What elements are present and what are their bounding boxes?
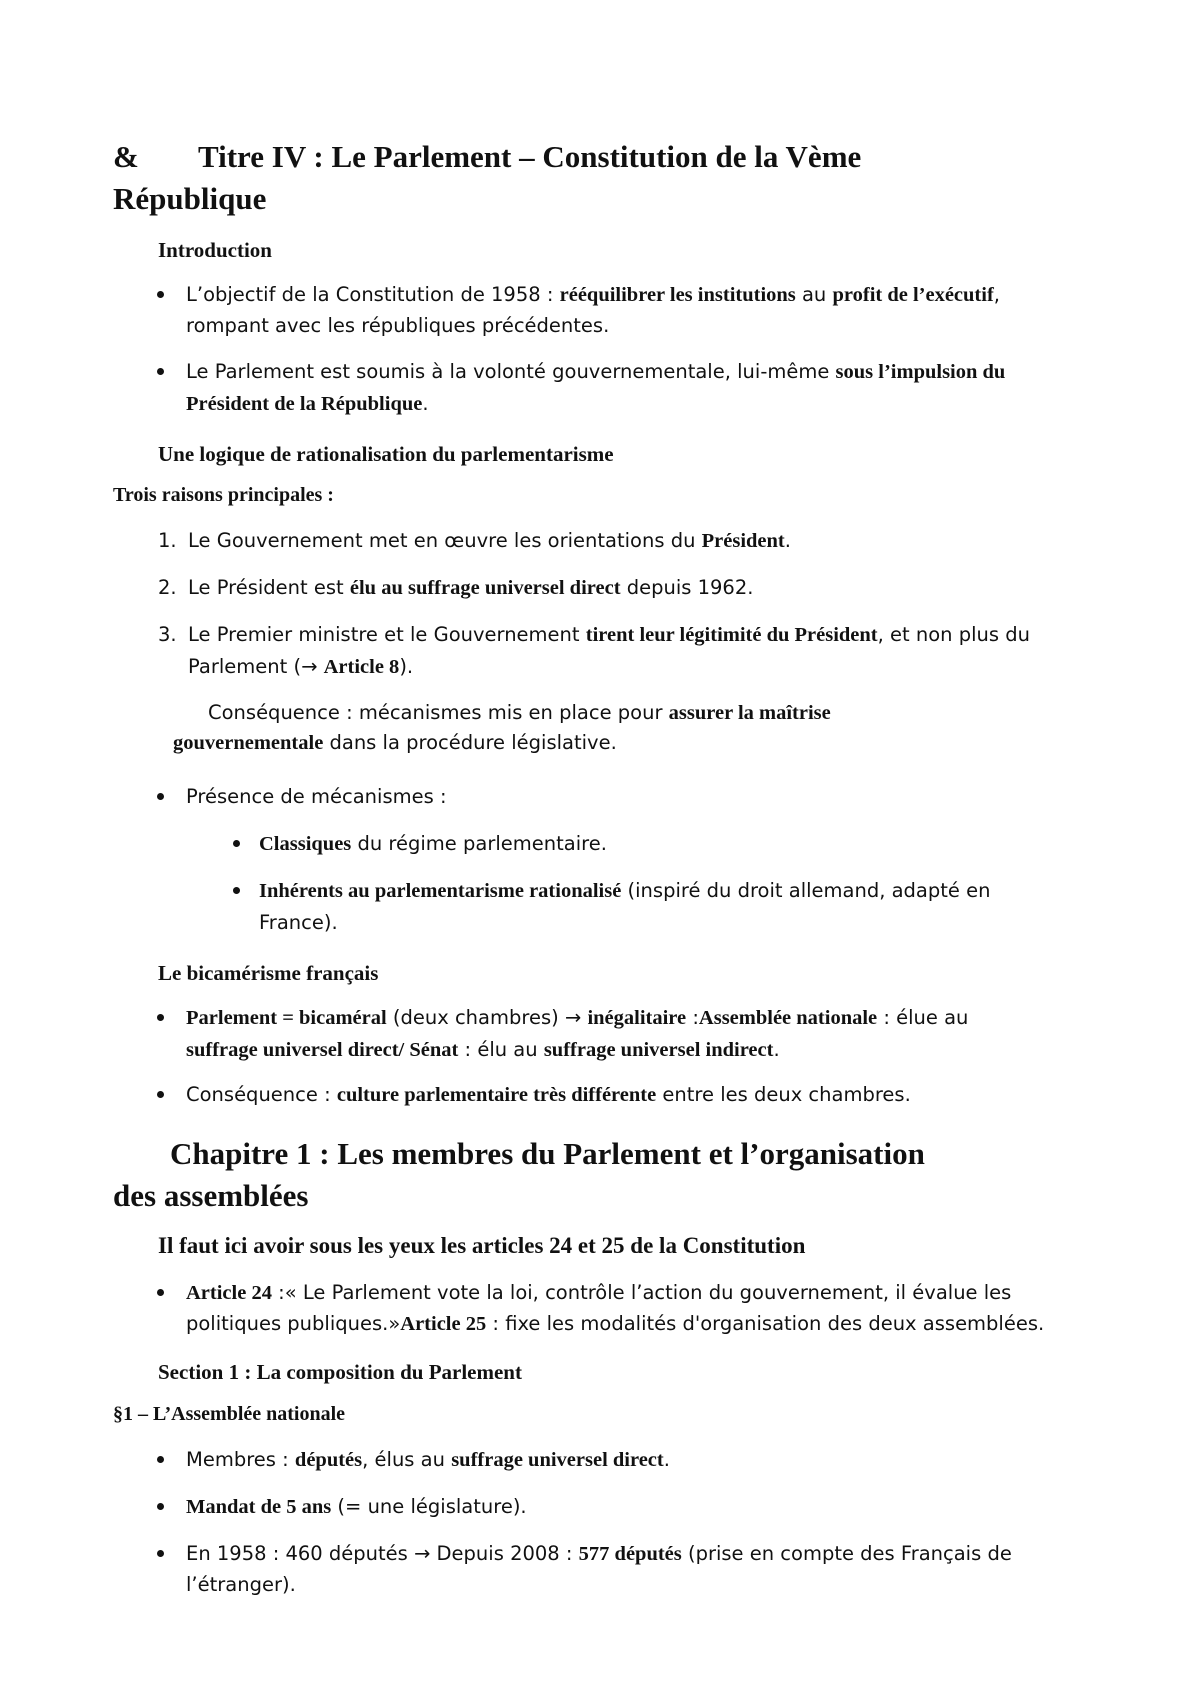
chapter-subheading: Il faut ici avoir sous les yeux les articles 24 et 25 de la Constitution [158,1233,806,1258]
rational-item-3-line1: Le Premier ministre et le Gouvernement tirent leur légitimité du Président, et non plus du [188,623,1030,646]
section-heading: Section 1 : La composition du Parlement [158,1360,522,1384]
bullet-dot [157,1091,164,1098]
mechanisms-label: Présence de mécanismes : [186,785,447,808]
bullet-dot [233,840,240,847]
intro-heading: Introduction [158,238,272,262]
bullet-dot [157,1456,164,1463]
bicam-heading: Le bicamérisme français [158,961,379,985]
rational-subheading: Trois raisons principales : [113,484,334,506]
intro-bullet2-line2: Président de la République. [186,392,429,415]
bicam-bullet2: Conséquence : culture parlementaire très différente entre les deux chambres. [186,1083,911,1106]
paragraph-heading: §1 – L’Assemblée nationale [113,1403,346,1425]
intro-bullet1-line2: rompant avec les républiques précédentes. [186,314,610,337]
intro-bullet1-line1: L’objectif de la Constitution de 1958 : rééquilibrer les institutions au profit de l’exécutif, [186,283,1000,306]
list-number: 2. [158,576,177,599]
articles-line2: politiques publiques.»Article 25 : fixe les modalités d'organisation des deux assemblées. [186,1312,1045,1335]
chapter-title-line2: des assemblées [113,1178,309,1213]
consequence-line2: gouvernementale dans la procédure législative. [173,731,617,754]
intro-bullet2-line1: Le Parlement est soumis à la volonté gouvernementale, lui-même sous l’impulsion du [186,360,1006,383]
bicam-bullet1-line1: Parlement = bicaméral (deux chambres) → inégalitaire :Assemblée nationale : élue au [186,1006,969,1029]
chapter-title-line1: Chapitre 1 : Les membres du Parlement et l’organisation [170,1136,925,1171]
an-members: Membres : députés, élus au suffrage universel direct. [186,1448,670,1471]
rational-heading: Une logique de rationalisation du parlementarisme [158,442,614,466]
an-evolution-line1: En 1958 : 460 députés → Depuis 2008 : 577 députés (prise en compte des Français de [186,1542,1012,1565]
title-symbol: & [113,139,139,174]
bullet-dot [233,887,240,894]
consequence-line1: Conséquence : mécanismes mis en place pour assurer la maîtrise [208,701,831,724]
bullet-dot [157,793,164,800]
rational-item-3-line2: Parlement (→ Article 8). [188,655,414,678]
rational-item-2: Le Président est élu au suffrage universel direct depuis 1962. [188,576,754,599]
bicam-bullet1-line2: suffrage universel direct/ Sénat : élu au suffrage universel indirect. [186,1038,780,1061]
title-line1: Titre IV : Le Parlement – Constitution de la Vème [198,139,862,174]
list-number: 3. [158,623,177,646]
an-evolution-line2: l’étranger). [186,1573,296,1596]
bullet-dot [157,368,164,375]
bullet-dot [157,1503,164,1510]
bullet-dot [157,1014,164,1021]
bullet-dot [157,1550,164,1557]
rational-item-1: Le Gouvernement met en œuvre les orientations du Président. [188,529,791,552]
mechanisms-sub1: Classiques du régime parlementaire. [259,832,607,855]
mechanisms-sub2-line1: Inhérents au parlementarisme rationalisé (inspiré du droit allemand, adapté en [259,879,991,902]
mechanisms-sub2-line2: France). [259,911,338,934]
bullet-dot [157,1289,164,1296]
title-line2: République [113,181,267,216]
an-mandate: Mandat de 5 ans (= une législature). [186,1495,527,1518]
articles-line1: Article 24 :« Le Parlement vote la loi, contrôle l’action du gouvernement, il évalue les [186,1281,1012,1304]
list-number: 1. [158,529,177,552]
bullet-dot [157,291,164,298]
